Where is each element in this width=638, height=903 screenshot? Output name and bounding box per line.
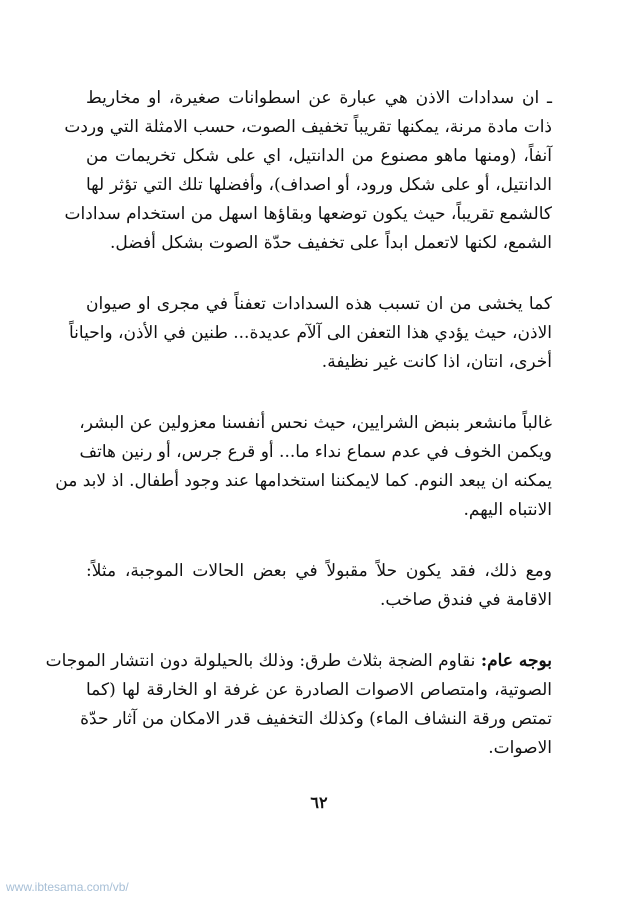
page-body — [45, 84, 552, 793]
paragraph-lead-heading: بوجه عام: — [480, 651, 552, 671]
text-line: غالباً مانشعر بنبض الشرايين، حيث نحس أنفسنا معزولين عن البشر، — [79, 413, 552, 433]
text-line: ـ ان سدادات الاذن هي عبارة عن اسطوانات صغيرة، او مخاريط — [86, 88, 552, 108]
text-line-with-lead — [45, 647, 552, 676]
text-line: الاذن، حيث يؤدي هذا التعفن الى آلآم عديدة... طنين في الأذن، واحياناً — [68, 323, 552, 343]
text-line: ومع ذلك، فقد يكون حلاً مقبولاً في بعض الحالات الموجبة، مثلاً: — [86, 561, 552, 581]
paragraph-5 — [45, 647, 552, 763]
text-line: الاقامة في فندق صاخب. — [379, 590, 552, 610]
text-line: تمتص ورقة النشاف الماء) وكذلك التخفيف قدر الامكان من آثار حدّة — [80, 709, 552, 729]
paragraph-1 — [64, 84, 552, 258]
text-line: الدانتيل، أو على شكل ورود، أو اصداف)، وأفضلها تلك التي تؤثر لها — [86, 175, 552, 195]
text-line: كالشمع تقريباً، حيث يكون توضعها وبقاؤها اسهل من استخدام سدادات — [64, 204, 552, 224]
text-line-rest: نقاوم الضجة بثلاث طرق: وذلك بالحيلولة دون انتشار الموجات — [45, 651, 481, 671]
text-line: ويكمن الخوف في عدم سماع نداء ما... أو قرع جرس، أو رنين هاتف — [79, 442, 552, 462]
text-line: الاصوات. — [488, 738, 552, 758]
text-line: يمكنه ان يبعد النوم. كما لايمكننا استخدامها عند وجود أطفال. اذ لابد من — [55, 471, 552, 491]
text-line: ذات مادة مرنة، يمكنها تقريباً تخفيف الصوت، حسب الامثلة التي وردت — [64, 117, 552, 137]
paragraph-2 — [68, 290, 552, 377]
text-line: الانتباه اليهم. — [463, 500, 552, 520]
paragraph-3 — [55, 409, 552, 525]
text-line: أخرى، انتان، اذا كانت غير نظيفة. — [321, 352, 552, 372]
text-line: كما يخشى من ان تسبب هذه السدادات تعفناً في مجرى او صيوان — [86, 294, 552, 314]
text-line: الشمع، لكنها لاتعمل ابداً على تخفيف حدّة الصوت بشكل أفضل. — [110, 233, 552, 253]
text-line: الصوتية، وامتصاص الاصوات الصادرة عن غرفة او الخارقة لها (كما — [86, 680, 552, 700]
text-line: آنفاً، (ومنها ماهو مصنوع من الدانتيل، اي على شكل تخريمات من — [86, 146, 552, 166]
paragraph-4 — [86, 557, 552, 615]
page-number: ٦٢ — [310, 793, 328, 812]
watermark-url: www.ibtesama.com/vb/ — [6, 880, 129, 894]
